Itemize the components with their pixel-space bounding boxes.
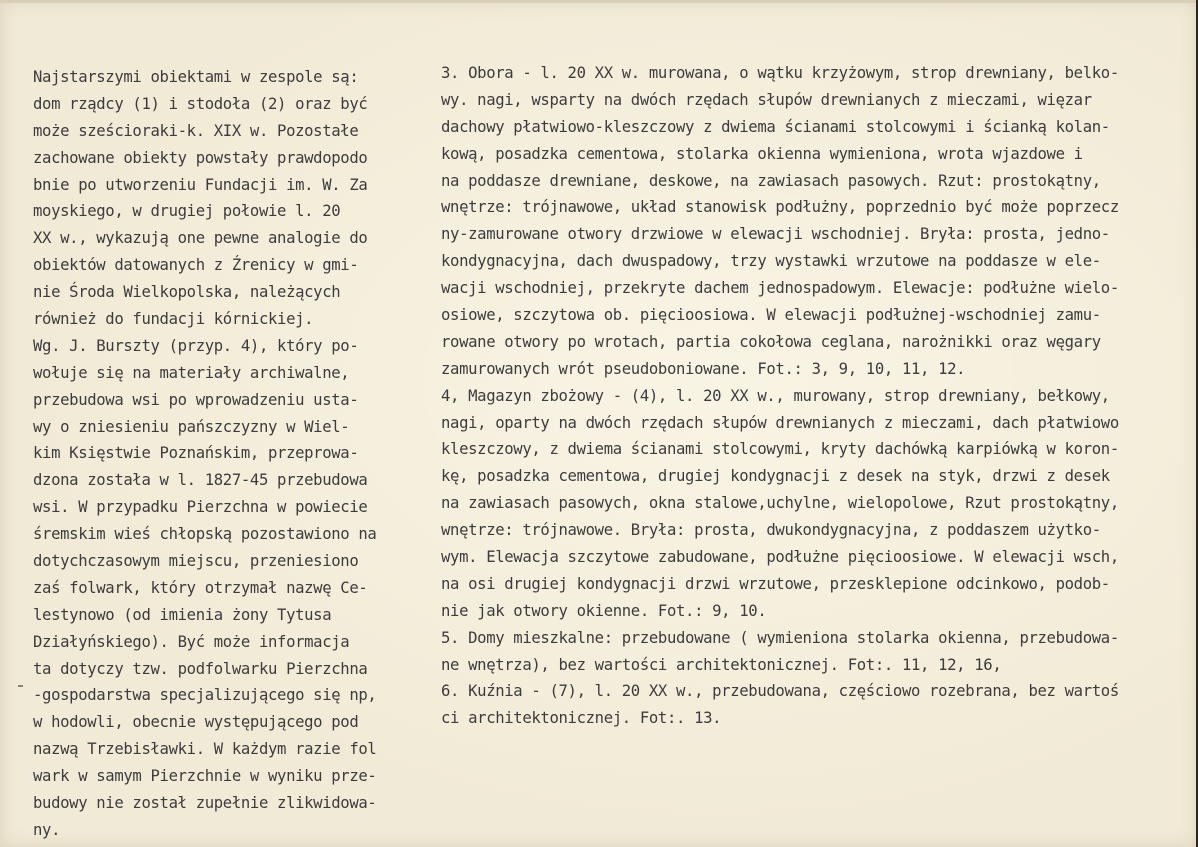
text-line: -gospodarstwa specjalizującego się np, bbox=[33, 686, 377, 705]
text-line: nie jak otwory okienne. Fot.: 9, 10. bbox=[441, 601, 767, 620]
text-line: wy o zniesieniu pańszczyzny w Wiel- bbox=[33, 417, 350, 436]
text-line: dotychczasowym miejscu, przeniesiono bbox=[33, 552, 359, 571]
text-line: wym. Elewacja szczytowe zabudowane, podłużne pięcioosiowe. W elewacji wsch, bbox=[441, 548, 1119, 567]
text-line: kową, posadzka cementowa, stolarka okienna wymieniona, wrota wjazdowe i bbox=[441, 144, 1083, 163]
text-line: dzona została w l. 1827-45 przebudowa bbox=[33, 471, 368, 490]
text-line: śremskim wieś chłopską pozostawiono na bbox=[33, 525, 377, 544]
text-line: również do fundacji kórnickiej. bbox=[33, 310, 314, 329]
left-text-column bbox=[33, 64, 433, 844]
text-line: dachowy płatwiowo-kleszczowy z dwiema ścianami stolcowymi i ścianką kolan- bbox=[441, 117, 1110, 136]
text-line: kę, posadzka cementowa, drugiej kondygnacji z desek na styk, drzwi z desek bbox=[441, 467, 1110, 486]
text-line: kondygnacyjna, dach dwuspadowy, trzy wystawki wrzutowe na poddasze w ele- bbox=[441, 252, 1101, 271]
text-line: XX w., wykazują one pewne analogie do bbox=[33, 229, 368, 248]
text-line: Działyńskiego). Być może informacja bbox=[33, 632, 350, 651]
text-line: 4, Magazyn zbożowy - (4), l. 20 XX w., murowany, strop drewniany, bełkowy, bbox=[441, 386, 1110, 405]
text-line: ny-zamurowane otwory drzwiowe w elewacji wschodniej. Bryła: prosta, jedno- bbox=[441, 225, 1110, 244]
text-line: budowy nie został zupełnie zlikwidowa- bbox=[33, 794, 377, 813]
text-line: wsi. W przypadku Pierzchna w powiecie bbox=[33, 498, 368, 517]
text-line: wołuje się na materiały archiwalne, bbox=[33, 363, 350, 382]
text-line: kim Księstwie Poznańskim, przeprowa- bbox=[33, 444, 359, 463]
text-line: przebudowa wsi po wprowadzeniu usta- bbox=[33, 390, 359, 409]
text-line: na poddasze drewniane, deskowe, na zawiasach pasowych. Rzut: prostokątny, bbox=[441, 171, 1101, 190]
text-line: zamurowanych wrót pseudoboniowane. Fot.: 3, 9, 10, 11, 12. bbox=[441, 359, 966, 378]
text-line: moyskiego, w drugiej połowie l. 20 bbox=[33, 202, 341, 221]
text-line: ne wnętrza), bez wartości architektonicznej. Fot:. 11, 12, 16, bbox=[441, 655, 1002, 674]
text-line: ny. bbox=[33, 820, 61, 839]
page-top-edge bbox=[0, 0, 1198, 3]
text-line: nazwą Trzebisławki. W każdym razie fol bbox=[33, 740, 377, 759]
text-line: osiowe, szczytowa ob. pięcioosiowa. W elewacji podłużnej-wschodniej zamu- bbox=[441, 306, 1101, 325]
text-line: bnie po utworzeniu Fundacji im. W. Za bbox=[33, 175, 368, 194]
text-line: ci architektonicznej. Fot:. 13. bbox=[441, 709, 722, 728]
text-line: 5. Domy mieszkalne: przebudowane ( wymieniona stolarka okienna, przebudowa- bbox=[441, 628, 1119, 647]
margin-mark bbox=[18, 685, 23, 687]
text-line: wnętrze: trójnawowe. Bryła: prosta, dwukondygnacyjna, z poddaszem użytko- bbox=[441, 521, 1101, 540]
right-text-column bbox=[441, 60, 1198, 732]
text-line: zachowane obiekty powstały prawdopodo bbox=[33, 148, 368, 167]
text-line: rowane otwory po wrotach, partia cokołowa ceglana, narożnikki oraz węgary bbox=[441, 332, 1101, 351]
text-line: na osi drugiej kondygnacji drzwi wrzutowe, przesklepione odcinkowo, podob- bbox=[441, 574, 1110, 593]
text-line: w hodowli, obecnie występującego pod bbox=[33, 713, 359, 732]
text-line: wacji wschodniej, przekryte dachem jednospadowym. Elewacje: podłużne wielo- bbox=[441, 279, 1119, 298]
text-line: na zawiasach pasowych, okna stalowe,uchylne, wielopolowe, Rzut prostokątny, bbox=[441, 494, 1119, 513]
text-line: 3. Obora - l. 20 XX w. murowana, o wątku krzyżowym, strop drewniany, belko- bbox=[441, 64, 1119, 82]
text-line: może sześcioraki-k. XIX w. Pozostałe bbox=[33, 121, 359, 140]
text-line: wy. nagi, wsparty na dwóch rzędach słupów drewnianych z mieczami, więzar bbox=[441, 90, 1092, 109]
text-line: dom rządcy (1) i stodoła (2) oraz być bbox=[33, 94, 368, 113]
text-line: ta dotyczy tzw. podfolwarku Pierzchna bbox=[33, 659, 368, 678]
text-line: Najstarszymi obiektami w zespole są: bbox=[33, 68, 359, 86]
text-line: 6. Kuźnia - (7), l. 20 XX w., przebudowana, częściowo rozebrana, bez wartoś bbox=[441, 682, 1119, 701]
text-line: wark w samym Pierzchnie w wyniku prze- bbox=[33, 767, 377, 786]
text-line: wnętrze: trójnawowe, układ stanowisk podłużny, poprzednio być może poprzecz bbox=[441, 198, 1119, 217]
text-line: Wg. J. Burszty (przyp. 4), który po- bbox=[33, 336, 359, 355]
text-line: lestynowo (od imienia żony Tytusa bbox=[33, 605, 332, 624]
text-line: kleszczowy, z dwiema ścianami stolcowymi, kryty dachówką karpiówką w koron- bbox=[441, 440, 1119, 459]
text-line: nagi, oparty na dwóch rzędach słupów drewnianych z mieczami, dach płatwiowo bbox=[441, 413, 1119, 432]
text-line: zaś folwark, który otrzymał nazwę Ce- bbox=[33, 578, 368, 597]
text-line: obiektów datowanych z Źrenicy w gmi- bbox=[33, 256, 359, 275]
text-line: nie Środa Wielkopolska, należących bbox=[33, 283, 341, 302]
